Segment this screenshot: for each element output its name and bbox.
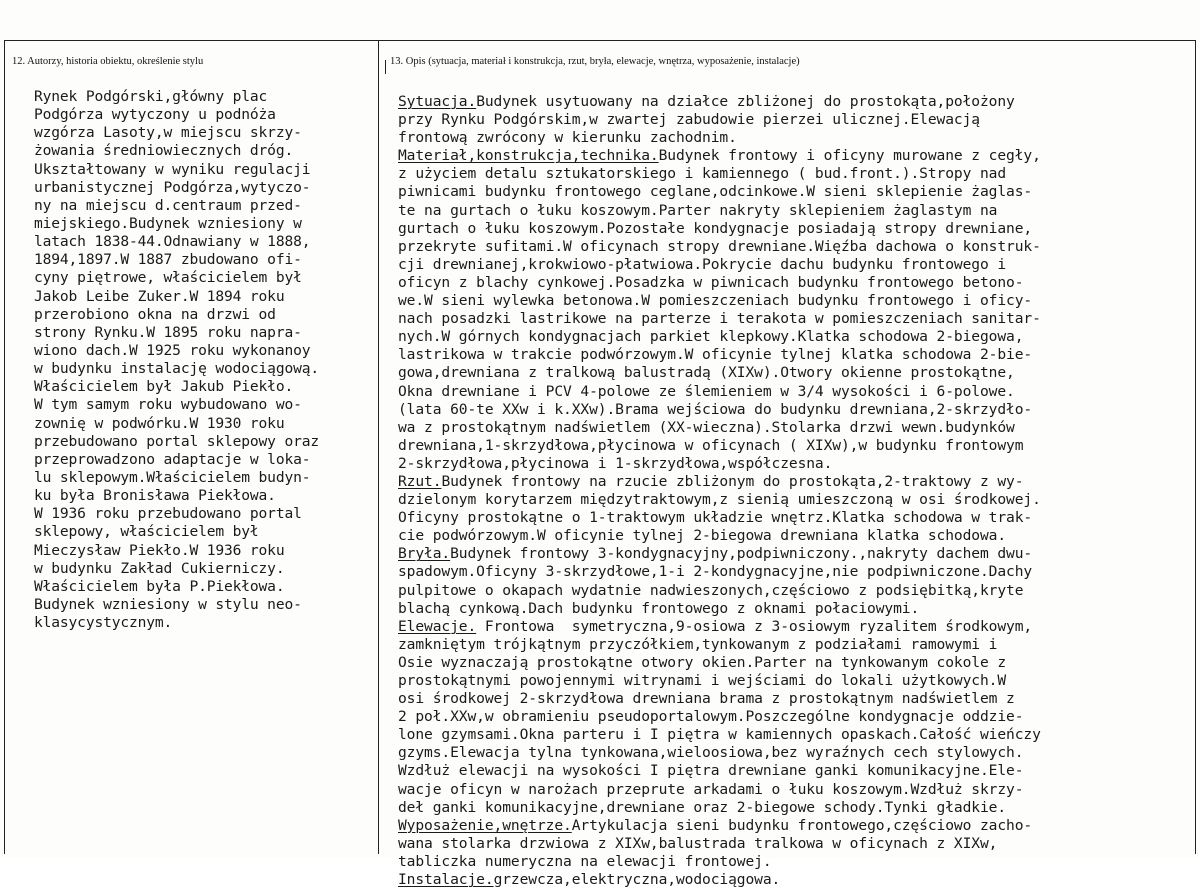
description-line — [398, 383, 1188, 401]
description-line — [398, 582, 1188, 600]
description-line-text: piwnicami budynku frontowego ceglane,odcinkowe.W sieni sklepienie żaglas- — [398, 183, 1033, 201]
history-line: latach 1838-44.Odnawiany w 1888, — [34, 233, 311, 251]
history-line: lu sklepowym.Właścicielem budyn- — [34, 468, 311, 486]
description-line — [398, 183, 1188, 201]
description-line-text: pulpitowe o okapach wydatnie nadwieszonych,częściowo z podsiębitką,kryte — [398, 581, 1024, 599]
description-line — [398, 220, 1188, 238]
history-line: przebudowano portal sklepowy oraz — [34, 432, 319, 450]
top-rule — [4, 40, 1196, 41]
history-line: w budynku Zakład Cukierniczy. — [34, 559, 285, 577]
column-divider — [378, 40, 379, 854]
section-heading: Materiał,konstrukcja,technika. — [398, 147, 659, 165]
history-line: cyny piętrowe, właścicielem był — [34, 269, 302, 287]
section-heading: Wyposażenie,wnętrze. — [398, 816, 572, 834]
history-line: Rynek Podgórski,główny plac — [34, 88, 268, 105]
description-line — [398, 600, 1188, 618]
description-line — [398, 762, 1188, 780]
description-line-text: wana stolarka drzwiowa z XIXw,balustrada tralkowa w oficynach z XIXw, — [398, 834, 998, 852]
description-line — [398, 618, 1188, 636]
description-line-text: gowa,drewniana z tralkową balustradą (XIXw).Otwory okienne prostokątne, — [398, 364, 1015, 382]
description-line — [398, 111, 1188, 129]
description-line-text: frontową zwrócony w kierunku zachodnim. — [398, 129, 737, 147]
description-line-text: dzielonym korytarzem międzytraktowym,z sienią umieszczoną w osi środkowej. — [398, 491, 1041, 509]
description-line-text: deł ganki komunikacyjne,drewniane oraz 2-biegowe schody.Tynki gładkie. — [398, 798, 1007, 816]
history-line: sklepowy, właścicielem był — [34, 523, 259, 541]
description-line — [398, 165, 1188, 183]
description-line-text: gzyms.Elewacja tylna tynkowana,wieloosiowa,bez wyraźnych cech stylowych. — [398, 744, 1024, 762]
description-line — [398, 853, 1188, 871]
description-line — [398, 274, 1188, 292]
history-line: Ukształtowany w wyniku regulacji — [34, 160, 311, 178]
description-line — [398, 835, 1188, 853]
history-line: ny na miejscu d.centraum przed- — [34, 196, 302, 214]
section-heading: Instalacje. — [398, 871, 494, 889]
history-line: ku była Bronisława Piekłowa. — [34, 487, 276, 505]
history-text — [34, 88, 374, 632]
description-line-text: 2 poł.XXw,w obramieniu pseudoportalowym.Poszczególne kondygnacje oddzie- — [398, 708, 1024, 726]
history-line: Właścicielem był Jakub Piekło. — [34, 378, 294, 396]
description-line — [398, 292, 1188, 310]
description-line-text: tabliczka numeryczna na elewacji frontowej. — [398, 852, 772, 870]
description-line — [398, 654, 1188, 672]
description-line — [398, 636, 1188, 654]
description-line-text: cji drewnianej,krokwiowo-płatwiowa.Pokrycie dachu budynku frontowego i — [398, 255, 1007, 273]
history-line: miejskiego.Budynek wzniesiony w — [34, 214, 302, 232]
description-line — [398, 328, 1188, 346]
description-line-text: drewniana,1-skrzydłowa,płycinowa w oficynach ( XIXw),w budynku frontowym — [398, 436, 1024, 454]
history-line: strony Rynku.W 1895 roku napra- — [34, 323, 302, 341]
section-heading: Elewacje. — [398, 617, 477, 635]
description-line-text: Budynek frontowy 3-kondygnacyjny,podpiwniczony.,nakryty dachem dwu- — [450, 545, 1033, 563]
description-line-text: blachą cynkową.Dach budynku frontowego z oknami połaciowymi. — [398, 599, 920, 617]
description-line-text: lastrikowa w trakcie podwórzowym.W oficynie tylnej klatka schodowa 2-bie- — [398, 346, 1033, 364]
description-line-text: (lata 60-te XXw i k.XXw).Brama wejściowa do budynku drewniana,2-skrzydło- — [398, 400, 1033, 418]
left-column-header: 12. Autorzy, historia obiektu, określenie stylu — [12, 56, 204, 67]
description-line-text: nych.W górnych kondygnacjach parkiet klepkowy.Klatka schodowa 2-biegowa, — [398, 328, 1024, 346]
description-line-text: zamkniętym trójkątnym przyczółkiem,tynkowanym z podziałami ramowymi i — [398, 635, 998, 653]
description-line — [398, 871, 1188, 889]
history-line: Właścicielem była P.Piekłowa. — [34, 577, 285, 595]
section-heading: Sytuacja. — [398, 93, 477, 110]
history-line: urbanistycznej Podgórza,wytyczo- — [34, 178, 311, 196]
description-line-text: przekryte sufitami.W oficynach stropy drewniane.Więźba dachowa o konstruk- — [398, 237, 1041, 255]
description-line — [398, 708, 1188, 726]
left-border — [4, 40, 5, 854]
description-line — [398, 419, 1188, 437]
description-line — [398, 726, 1188, 744]
history-line: Podgórza wytyczony u podnóża — [34, 106, 276, 124]
description-line-text: grzewcza,elektryczna,wodociągowa. — [493, 871, 781, 889]
description-line-text: wacje oficyn w narożach przeprute arkadami o łuku koszowym.Wzdłuż skrzy- — [398, 780, 1024, 798]
description-line — [398, 491, 1188, 509]
description-line-text: 2-skrzydłowa,płycinowa i 1-skrzydłowa,współczesna. — [398, 454, 833, 472]
history-line: 1894,1897.W 1887 zbudowano ofi- — [34, 251, 302, 269]
description-line-text: Oficyny prostokątne o 1-traktowym układzie wnętrz.Klatka schodowa w trak- — [398, 509, 1033, 527]
description-line-text: Budynek frontowy na rzucie zbliżonym do prostokąta,2-traktowy z wy- — [441, 472, 1024, 490]
history-line: przeprowadzono adaptacje w loka- — [34, 450, 311, 468]
description-line-text: te na gurtach o łuku koszowym.Parter nakryty sklepieniem żaglastym na — [398, 201, 998, 219]
description-line — [398, 147, 1188, 165]
description-line — [398, 781, 1188, 799]
description-line-text: z użyciem detalu sztukatorskiego i kamiennego ( bud.front.).Stropy nad — [398, 165, 1007, 183]
description-line — [398, 744, 1188, 762]
description-line-text: wa z prostokątnym nadświetlem (XX-wieczna).Stolarka drzwi wewn.budynków — [398, 418, 1015, 436]
description-line — [398, 509, 1188, 527]
history-line: W 1936 roku przebudowano portal — [34, 505, 302, 523]
description-line — [398, 238, 1188, 256]
history-line: w budynku instalację wodociągową. — [34, 360, 319, 378]
description-line — [398, 690, 1188, 708]
description-line — [398, 563, 1188, 581]
history-line: Jakob Leibe Zuker.W 1894 roku — [34, 287, 285, 305]
history-line: klasycystycznym. — [34, 614, 173, 632]
description-line — [398, 202, 1188, 220]
description-line-text: Wzdłuż elewacji na wysokości I piętra drewniane ganki komunikacyjne.Ele- — [398, 762, 1024, 780]
description-text — [398, 93, 1188, 889]
description-line-text: Budynek usytuowany na działce zbliżonej do prostokąta,położony — [476, 93, 1015, 110]
history-line: Mieczysław Piekło.W 1936 roku — [34, 541, 285, 559]
description-line-text: Budynek frontowy i oficyny murowane z cegły, — [658, 147, 1041, 165]
description-line — [398, 545, 1188, 563]
description-line — [398, 346, 1188, 364]
history-line: żowania średniowiecznych dróg. — [34, 142, 294, 160]
right-border — [1195, 40, 1196, 854]
description-line — [398, 93, 1188, 111]
right-column-header: 13. Opis (sytuacja, materiał i konstrukcja, rzut, bryła, elewacje, wnętrza, wyposażenie, instalacje) — [390, 56, 800, 67]
history-line: wiono dach.W 1925 roku wykonanoy — [34, 341, 311, 359]
description-line — [398, 799, 1188, 817]
description-line-text: cie podwórzowym.W oficynie tylnej 2-biegowa drewniana klatka schodowa. — [398, 527, 1007, 545]
description-line — [398, 672, 1188, 690]
description-line-text: spadowym.Oficyny 3-skrzydłowe,1-i 2-kondygnacyjne,nie podpiwniczone.Dachy — [398, 563, 1033, 581]
description-line — [398, 401, 1188, 419]
history-line: zownię w podwórku.W 1930 roku — [34, 414, 285, 432]
description-line-text: gurtach o łuku koszowym.Pozostałe kondygnacje posiadają stropy drewniane, — [398, 219, 1033, 237]
description-line-text: Osie wyznaczają prostokątne otwory okien.Parter na tynkowanym cokole z — [398, 653, 1007, 671]
description-line-text: osi środkowej 2-skrzydłowa drewniana brama z prostokątnym nadświetlem z — [398, 690, 1015, 708]
description-line — [398, 437, 1188, 455]
history-line: Budynek wzniesiony w stylu neo- — [34, 595, 302, 613]
description-line — [398, 129, 1188, 147]
description-line — [398, 473, 1188, 491]
description-line-text: nach posadzki lastrikowe na parterze i terakota w pomieszczeniach sanitar- — [398, 310, 1041, 328]
description-line — [398, 527, 1188, 545]
history-line: W tym samym roku wybudowano wo- — [34, 396, 302, 414]
description-line-text: Okna drewniane i PCV 4-polowe ze ślemieniem w 3/4 wysokości i 6-polowe. — [398, 382, 1015, 400]
description-line-text: Artykulacja sieni budynku frontowego,częściowo zacho- — [571, 816, 1033, 834]
description-line — [398, 256, 1188, 274]
history-line: wzgórza Lasoty,w miejscu skrzy- — [34, 124, 302, 142]
section-heading: Rzut. — [398, 472, 442, 490]
description-line-text: oficyn z blachy cynkowej.Posadzka w piwnicach budynku frontowego betono- — [398, 273, 1024, 291]
description-line — [398, 310, 1188, 328]
description-line-text: przy Rynku Podgórskim,w zwartej zabudowie pierzei ulicznej.Elewacją — [398, 111, 980, 129]
description-line — [398, 364, 1188, 382]
description-line-text: prostokątnymi powojennymi witrynami i wejściami do lokali użytkowych.W — [398, 672, 1007, 689]
description-line-text: Frontowa symetryczna,9-osiowa z 3-osiowym ryzalitem środkowym, — [476, 617, 1033, 635]
description-line-text: we.W sieni wylewka betonowa.W pomieszczeniach budynku frontowego i oficy- — [398, 292, 1033, 310]
header-divider-tick — [385, 60, 386, 74]
history-line: przerobiono okna na drzwi od — [34, 305, 276, 323]
section-heading: Bryła. — [398, 545, 451, 563]
description-line-text: lone gzymsami.Okna parteru i I piętra w kamiennych opaskach.Całość wieńczy — [398, 726, 1041, 744]
description-line — [398, 455, 1188, 473]
description-line — [398, 817, 1188, 835]
